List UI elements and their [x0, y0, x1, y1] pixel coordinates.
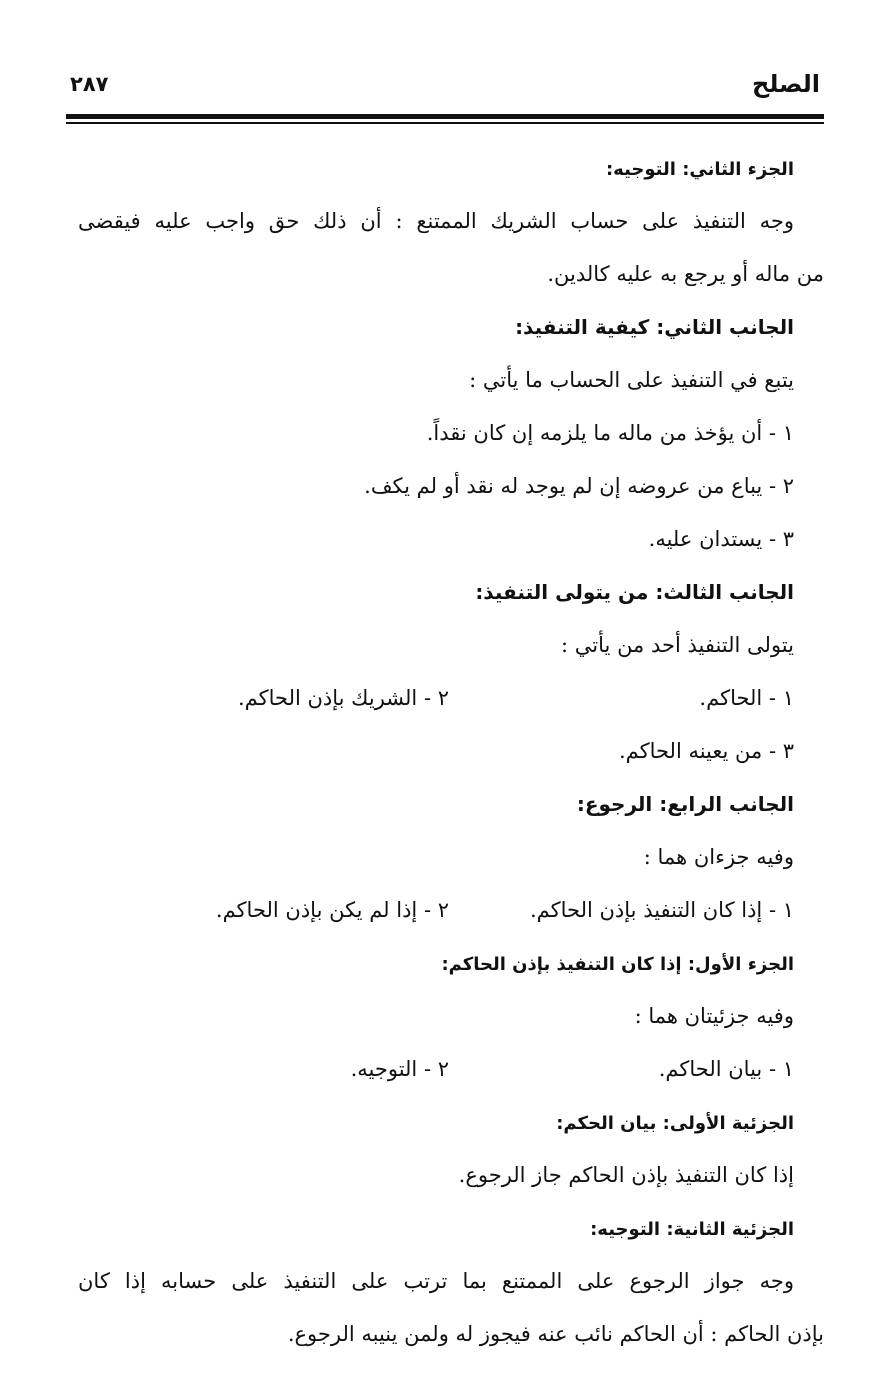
list-row — [78, 884, 794, 937]
paragraph-line: وفيه جزءان هما : — [643, 845, 794, 869]
body-line — [78, 778, 794, 831]
list-item: ٢ - يباع من عروضه إن لم يوجد له نقد أو لم يكف. — [364, 474, 794, 498]
section-heading: الجانب الرابع: الرجوع: — [576, 792, 794, 816]
section-heading: الجزئية الأولى: بيان الحكم: — [556, 1113, 794, 1134]
list-item: ٢ - التوجيه. — [350, 1057, 449, 1081]
paragraph-line: بإذن الحاكم : أن الحاكم نائب عنه فيجوز له ولمن ينيبه الرجوع. — [287, 1322, 824, 1346]
list-item: ١ - بيان الحاكم. — [658, 1057, 794, 1081]
paragraph-line: إذا كان التنفيذ بإذن الحاكم جاز الرجوع. — [458, 1163, 794, 1187]
paragraph-line: يتبع في التنفيذ على الحساب ما يأتي : — [469, 368, 794, 392]
list-item: ٣ - من يعينه الحاكم. — [618, 739, 794, 763]
list-item: ٣ - يستدان عليه. — [648, 527, 794, 551]
section-heading: الجانب الثاني: كيفية التنفيذ: — [515, 315, 794, 339]
paragraph-line: وجه جواز الرجوع على الممتنع بما ترتب على التنفيذ على حسابه إذا كان — [78, 1269, 794, 1293]
body-line — [78, 1096, 794, 1149]
body-line — [78, 937, 794, 990]
section-heading: الجزء الأول: إذا كان التنفيذ بإذن الحاكم: — [441, 954, 794, 975]
paragraph-line: يتولى التنفيذ أحد من يأتي : — [561, 633, 794, 657]
page-body — [78, 142, 824, 1361]
list-item: ١ - الحاكم. — [699, 686, 794, 710]
paragraph-line: وفيه جزئيتان هما : — [634, 1004, 794, 1028]
list-item: ١ - أن يؤخذ من ماله ما يلزمه إن كان نقداً. — [426, 421, 794, 445]
body-line — [78, 566, 794, 619]
list-row — [78, 672, 794, 725]
section-heading: الجزئية الثانية: التوجيه: — [590, 1219, 794, 1240]
section-heading: الجانب الثالث: من يتولى التنفيذ: — [475, 580, 794, 604]
chapter-title: الصلح — [752, 70, 820, 98]
paragraph-line: من ماله أو يرجع به عليه كالدين. — [547, 262, 824, 286]
header-rule-thick — [66, 114, 824, 119]
body-line — [78, 301, 794, 354]
paragraph-line: وجه التنفيذ على حساب الشريك الممتنع : أن ذلك حق واجب عليه فيقضى — [78, 209, 794, 233]
page-header — [66, 70, 824, 106]
list-item: ٢ - إذا لم يكن بإذن الحاكم. — [215, 898, 449, 922]
list-row — [78, 1043, 794, 1096]
body-line — [78, 142, 794, 195]
list-item: ٢ - الشريك بإذن الحاكم. — [237, 686, 449, 710]
page-number: ٢٨٧ — [70, 72, 109, 96]
header-rule-thin — [66, 122, 824, 124]
body-line — [78, 1202, 794, 1255]
list-item: ١ - إذا كان التنفيذ بإذن الحاكم. — [529, 898, 794, 922]
section-heading: الجزء الثاني: التوجيه: — [605, 159, 794, 180]
